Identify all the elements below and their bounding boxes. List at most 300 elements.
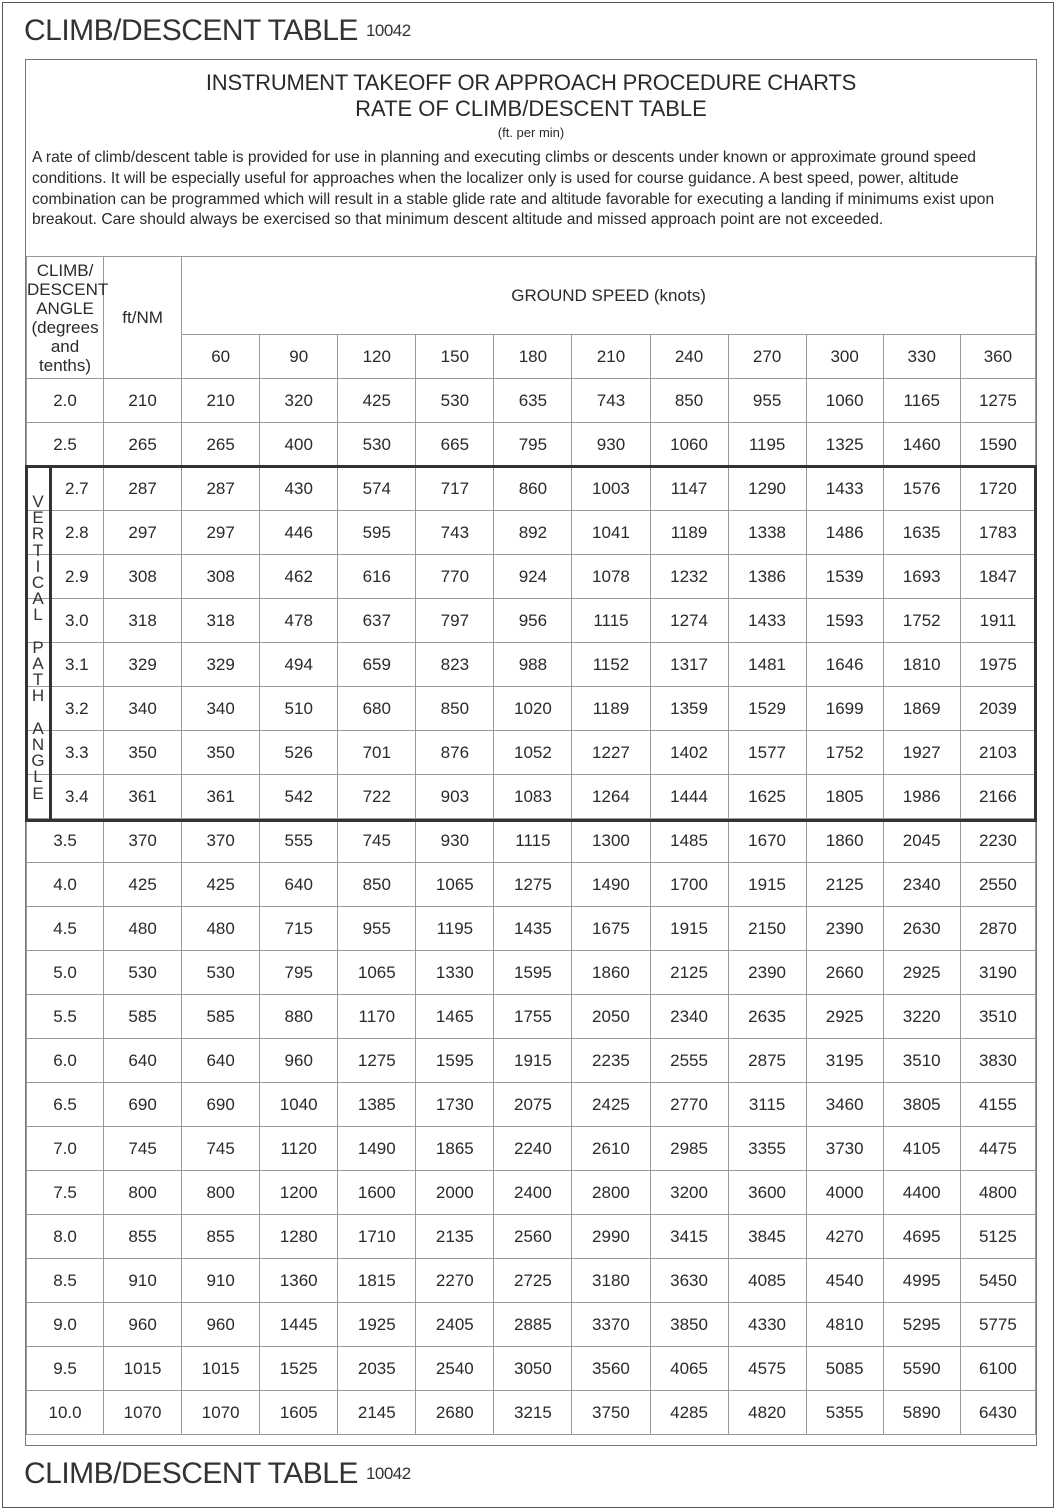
rate-cell: 308 [182,555,260,599]
vertical-label-letter: G [31,751,45,771]
rate-cell: 640 [182,1039,260,1083]
rate-cell: 1232 [650,555,728,599]
vertical-label-letter: A [32,718,44,738]
ftnm-cell: 530 [104,951,182,995]
rate-cell: 3750 [572,1391,650,1435]
table-row [27,1391,1036,1435]
ftnm-cell: 640 [104,1039,182,1083]
rate-cell: 3190 [960,951,1035,995]
rate-cell: 850 [416,687,494,731]
angle-cell: 9.0 [27,1303,104,1347]
vertical-path-divider [49,465,52,822]
ftnm-cell: 585 [104,995,182,1039]
angle-cell: 6.0 [27,1039,104,1083]
vertical-label-letter: I [35,556,41,576]
rate-cell: 595 [338,511,416,555]
vertical-path-angle-label [28,494,48,802]
rate-cell: 1460 [883,423,960,467]
rate-cell: 930 [572,423,650,467]
ftnm-cell: 340 [104,687,182,731]
ftnm-cell: 745 [104,1127,182,1171]
vertical-label-letter: E [32,783,44,803]
angle-cell: 3.4 [27,775,104,819]
rate-cell: 2039 [960,687,1035,731]
rate-cell: 2145 [338,1391,416,1435]
rate-cell: 1646 [806,643,883,687]
rate-cell: 2925 [883,951,960,995]
chart-panel [25,59,1037,1446]
doc-title-text: CLIMB/DESCENT TABLE [24,1457,358,1490]
rate-cell: 1290 [728,467,806,511]
rate-cell: 526 [260,731,338,775]
vertical-label-letter: A [32,654,44,674]
ftnm-cell: 690 [104,1083,182,1127]
rate-cell: 1805 [806,775,883,819]
rate-cell: 1445 [260,1303,338,1347]
rate-cell: 1815 [338,1259,416,1303]
rate-cell: 3730 [806,1127,883,1171]
rate-cell: 361 [182,775,260,819]
angle-cell: 8.0 [27,1215,104,1259]
rate-cell: 795 [494,423,572,467]
rate-cell: 797 [416,599,494,643]
rate-cell: 1115 [494,819,572,863]
rate-cell: 2125 [650,951,728,995]
rate-cell: 297 [182,511,260,555]
rate-cell: 2635 [728,995,806,1039]
rate-cell: 1195 [416,907,494,951]
rate-cell: 3510 [960,995,1035,1039]
rate-cell: 690 [182,1083,260,1127]
rate-cell: 2725 [494,1259,572,1303]
speed-header-cell: 240 [650,335,728,379]
angle-cell: 3.2 [27,687,104,731]
rate-cell: 956 [494,599,572,643]
rate-cell: 1675 [572,907,650,951]
rate-cell: 1927 [883,731,960,775]
rate-cell: 930 [416,819,494,863]
rate-table [26,256,1036,1435]
rate-cell: 903 [416,775,494,819]
rate-cell: 659 [338,643,416,687]
rate-cell: 3415 [650,1215,728,1259]
rate-cell: 329 [182,643,260,687]
vertical-label-letter: P [32,637,44,657]
rate-cell: 287 [182,467,260,511]
intro-paragraph: A rate of climb/descent table is provided for use in planning and executing climbs or descents under known or approximate ground speed conditions. It will be especially useful for approaches when the localizer only is used for course guidance. A best speed, power, altitude combination can be programmed which will result in a stable glide rate and altitude favorable for executing a landing if minimums exist upon breakout. Care should always be exercised so that minimum descent altitude and missed approach point are not exceeded. [32,149,995,229]
rate-cell: 480 [182,907,260,951]
rate-cell: 1325 [806,423,883,467]
angle-cell: 3.0 [27,599,104,643]
ftnm-cell: 855 [104,1215,182,1259]
rate-cell: 1490 [572,863,650,907]
rate-cell: 6100 [960,1347,1035,1391]
ftnm-cell: 287 [104,467,182,511]
rate-cell: 530 [182,951,260,995]
vertical-label-letter: E [32,508,44,528]
rate-cell: 1755 [494,995,572,1039]
ftnm-cell: 800 [104,1171,182,1215]
angle-cell: 10.0 [27,1391,104,1435]
rate-cell: 4085 [728,1259,806,1303]
rate-cell: 1752 [806,731,883,775]
rate-cell: 2990 [572,1215,650,1259]
angle-cell: 9.5 [27,1347,104,1391]
table-row [27,1215,1036,1259]
chart-title-line-2: RATE OF CLIMB/DESCENT TABLE [355,96,707,121]
vertical-label-letter: V [32,492,44,511]
rate-cell: 2045 [883,819,960,863]
rate-cell: 1385 [338,1083,416,1127]
rate-cell: 1280 [260,1215,338,1259]
speed-header-cell: 210 [572,335,650,379]
rate-cell: 1275 [338,1039,416,1083]
rate-cell: 1052 [494,731,572,775]
table-row [27,995,1036,1039]
rate-cell: 1060 [650,423,728,467]
ftnm-cell: 210 [104,379,182,423]
rate-cell: 2000 [416,1171,494,1215]
rate-cell: 1003 [572,467,650,511]
speed-header-cell: 90 [260,335,338,379]
rate-cell: 2103 [960,731,1035,775]
rate-cell: 722 [338,775,416,819]
rate-cell: 3805 [883,1083,960,1127]
rate-cell: 1115 [572,599,650,643]
rate-cell: 1865 [416,1127,494,1171]
rate-cell: 2050 [572,995,650,1039]
rate-cell: 3510 [883,1039,960,1083]
rate-cell: 892 [494,511,572,555]
rate-cell: 2390 [728,951,806,995]
rate-cell: 1915 [728,863,806,907]
angle-cell: 3.3 [27,731,104,775]
rate-cell: 1065 [338,951,416,995]
ftnm-cell: 361 [104,775,182,819]
rate-cell: 1700 [650,863,728,907]
rate-cell: 1165 [883,379,960,423]
rate-cell: 800 [182,1171,260,1215]
rate-cell: 4285 [650,1391,728,1435]
speed-header-cell: 120 [338,335,416,379]
angle-cell: 8.5 [27,1259,104,1303]
rate-cell: 340 [182,687,260,731]
angle-cell: 7.0 [27,1127,104,1171]
rate-cell: 745 [182,1127,260,1171]
rate-cell: 1847 [960,555,1035,599]
table-row [27,687,1036,731]
vertical-label-letter: L [33,767,43,787]
rate-cell: 1710 [338,1215,416,1259]
rate-cell: 2560 [494,1215,572,1259]
table-row [27,643,1036,687]
rate-cell: 5295 [883,1303,960,1347]
ftnm-cell: 329 [104,643,182,687]
rate-cell: 1275 [960,379,1035,423]
rate-cell: 2400 [494,1171,572,1215]
rate-cell: 2390 [806,907,883,951]
rate-cell: 876 [416,731,494,775]
rate-cell: 1227 [572,731,650,775]
vertical-label-letter: A [32,589,44,609]
rate-cell: 370 [182,819,260,863]
rate-cell: 542 [260,775,338,819]
rate-cell: 3215 [494,1391,572,1435]
ftnm-cell: 1015 [104,1347,182,1391]
rate-cell: 1359 [650,687,728,731]
rate-cell: 1015 [182,1347,260,1391]
rate-cell: 5450 [960,1259,1035,1303]
ftnm-cell: 425 [104,863,182,907]
rate-cell: 1065 [416,863,494,907]
rate-cell: 1576 [883,467,960,511]
vertical-label-letter: R [31,524,45,544]
angle-cell: 6.5 [27,1083,104,1127]
rate-cell: 3050 [494,1347,572,1391]
rate-cell: 715 [260,907,338,951]
rate-cell: 2770 [650,1083,728,1127]
angle-cell: 3.5 [27,819,104,863]
rate-cell: 585 [182,995,260,1039]
ftnm-cell: 480 [104,907,182,951]
rate-cell: 3370 [572,1303,650,1347]
rate-cell: 4540 [806,1259,883,1303]
ftnm-cell: 1070 [104,1391,182,1435]
angle-cell: 2.5 [27,423,104,467]
table-row [27,555,1036,599]
rate-cell: 3560 [572,1347,650,1391]
rate-cell: 1486 [806,511,883,555]
vertical-label-letter: L [33,605,43,625]
table-row [27,775,1036,819]
ground-speed-header: GROUND SPEED (knots) [182,257,1036,335]
table-row [27,599,1036,643]
ftnm-cell: 370 [104,819,182,863]
rate-cell: 4800 [960,1171,1035,1215]
rate-cell: 680 [338,687,416,731]
rate-cell: 4695 [883,1215,960,1259]
ftnm-cell: 297 [104,511,182,555]
ftnm-cell: 318 [104,599,182,643]
ftnm-cell: 350 [104,731,182,775]
speed-header-cell: 360 [960,335,1035,379]
rate-cell: 1040 [260,1083,338,1127]
rate-cell: 430 [260,467,338,511]
table-row [27,907,1036,951]
speed-header-cell: 150 [416,335,494,379]
rate-cell: 4400 [883,1171,960,1215]
rate-cell: 2150 [728,907,806,951]
rate-cell: 5085 [806,1347,883,1391]
rate-cell: 860 [494,467,572,511]
rate-cell: 850 [338,863,416,907]
rate-cell: 1060 [806,379,883,423]
rate-cell: 745 [338,819,416,863]
rate-cell: 1752 [883,599,960,643]
rate-cell: 1670 [728,819,806,863]
rate-cell: 850 [650,379,728,423]
rate-cell: 510 [260,687,338,731]
angle-cell: 3.1 [27,643,104,687]
rate-cell: 478 [260,599,338,643]
vertical-label-letter: T [32,670,44,690]
rate-cell: 743 [572,379,650,423]
rate-cell: 1810 [883,643,960,687]
rate-cell: 1189 [650,511,728,555]
angle-cell: 5.0 [27,951,104,995]
rate-cell: 3220 [883,995,960,1039]
rate-cell: 770 [416,555,494,599]
rate-cell: 1595 [416,1039,494,1083]
table-row [27,1127,1036,1171]
rate-cell: 3845 [728,1215,806,1259]
rate-cell: 1730 [416,1083,494,1127]
rate-cell: 4330 [728,1303,806,1347]
rate-cell: 1070 [182,1391,260,1435]
angle-cell: 4.5 [27,907,104,951]
vertical-label-letter: N [31,735,45,755]
rate-cell: 2425 [572,1083,650,1127]
rate-cell: 425 [338,379,416,423]
rate-cell: 2630 [883,907,960,951]
rate-cell: 1975 [960,643,1035,687]
rate-cell: 400 [260,423,338,467]
rate-cell: 1860 [572,951,650,995]
rate-cell: 2875 [728,1039,806,1083]
rate-cell: 1915 [650,907,728,951]
speed-header-cell: 300 [806,335,883,379]
rate-cell: 635 [494,379,572,423]
rate-cell: 446 [260,511,338,555]
ftnm-cell: 308 [104,555,182,599]
rate-cell: 1360 [260,1259,338,1303]
rate-cell: 1170 [338,995,416,1039]
rate-cell: 3195 [806,1039,883,1083]
rate-cell: 2135 [416,1215,494,1259]
rate-cell: 717 [416,467,494,511]
rate-cell: 2925 [806,995,883,1039]
rate-cell: 1078 [572,555,650,599]
rate-cell: 1590 [960,423,1035,467]
rate-cell: 1020 [494,687,572,731]
rate-cell: 3630 [650,1259,728,1303]
table-row [27,1303,1036,1347]
rate-cell: 530 [338,423,416,467]
rate-cell: 1485 [650,819,728,863]
rate-cell: 880 [260,995,338,1039]
rate-cell: 5890 [883,1391,960,1435]
table-row [27,951,1036,995]
rate-cell: 1986 [883,775,960,819]
rate-cell: 1915 [494,1039,572,1083]
rate-cell: 1338 [728,511,806,555]
rate-cell: 530 [416,379,494,423]
rate-cell: 701 [338,731,416,775]
rate-cell: 3830 [960,1039,1035,1083]
angle-cell: 2.7 [27,467,104,511]
rate-cell: 4810 [806,1303,883,1347]
doc-title-text: CLIMB/DESCENT TABLE [24,14,358,47]
rate-cell: 1402 [650,731,728,775]
rate-cell: 1577 [728,731,806,775]
rate-cell: 1539 [806,555,883,599]
rate-cell: 1083 [494,775,572,819]
vertical-label-letter: C [31,573,45,593]
rate-cell: 1529 [728,687,806,731]
rate-cell: 1593 [806,599,883,643]
rate-cell: 910 [182,1259,260,1303]
table-row [27,467,1036,511]
angle-cell: 2.9 [27,555,104,599]
rate-cell: 1481 [728,643,806,687]
ftnm-cell: 910 [104,1259,182,1303]
rate-cell: 425 [182,863,260,907]
rate-cell: 1386 [728,555,806,599]
rate-cell: 574 [338,467,416,511]
rate-cell: 960 [260,1039,338,1083]
rate-cell: 1433 [806,467,883,511]
angle-cell: 4.0 [27,863,104,907]
rate-cell: 265 [182,423,260,467]
top-document-title [24,14,411,48]
rate-cell: 4995 [883,1259,960,1303]
rate-cell: 1330 [416,951,494,995]
rate-cell: 350 [182,731,260,775]
angle-column-header: CLIMB/ DESCENT ANGLE (degrees and tenths) [27,257,104,379]
rate-cell: 1605 [260,1391,338,1435]
rate-cell: 988 [494,643,572,687]
table-row [27,1171,1036,1215]
rate-cell: 1444 [650,775,728,819]
speed-header-cell: 60 [182,335,260,379]
rate-cell: 4820 [728,1391,806,1435]
rate-cell: 3850 [650,1303,728,1347]
rate-cell: 1490 [338,1127,416,1171]
rate-cell: 1120 [260,1127,338,1171]
rate-cell: 2235 [572,1039,650,1083]
rate-cell: 3200 [650,1171,728,1215]
rate-cell: 640 [260,863,338,907]
table-row [27,819,1036,863]
rate-cell: 2166 [960,775,1035,819]
doc-code: 10042 [365,1464,411,1483]
rate-cell: 1465 [416,995,494,1039]
rate-cell: 2340 [883,863,960,907]
rate-cell: 2340 [650,995,728,1039]
rate-cell: 2230 [960,819,1035,863]
vertical-label-letter: H [31,686,45,706]
table-row [27,863,1036,907]
rate-cell: 1783 [960,511,1035,555]
rate-cell: 1860 [806,819,883,863]
rate-cell: 2550 [960,863,1035,907]
rate-cell: 1152 [572,643,650,687]
rate-cell: 1595 [494,951,572,995]
rate-cell: 955 [338,907,416,951]
rate-cell: 4000 [806,1171,883,1215]
rate-cell: 1195 [728,423,806,467]
doc-code: 10042 [365,21,411,40]
rate-cell: 3115 [728,1083,806,1127]
ftnm-cell: 265 [104,423,182,467]
angle-cell: 2.0 [27,379,104,423]
rate-cell: 2985 [650,1127,728,1171]
speed-header-cell: 270 [728,335,806,379]
table-row [27,1347,1036,1391]
rate-cell: 1041 [572,511,650,555]
rate-cell: 318 [182,599,260,643]
rate-cell: 1275 [494,863,572,907]
